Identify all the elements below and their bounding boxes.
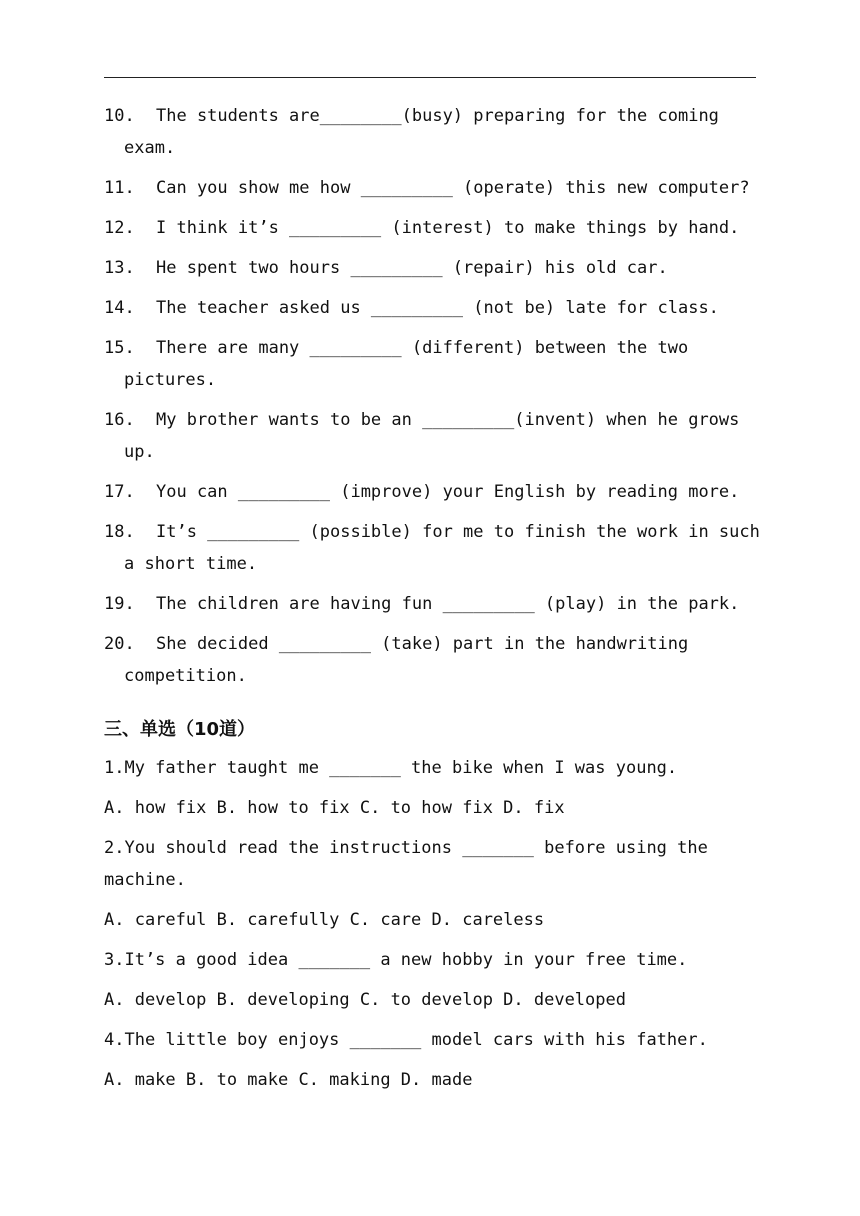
mc-question-stem: 2.You should read the instructions _______ before using the machine. <box>104 838 719 890</box>
mc-question-stem: 3.It’s a good idea _______ a new hobby in your free time. <box>104 950 688 970</box>
fill-question <box>104 628 760 692</box>
question-text: I think it’s _________ (interest) to make things by hand. <box>156 218 740 238</box>
question-text: The teacher asked us _________ (not be) late for class. <box>156 298 719 318</box>
question-text: There are many _________ (different) between the two pictures. <box>124 338 699 390</box>
question-text: She decided _________ (take) part in the handwriting competition. <box>124 634 699 686</box>
question-number: 12. <box>104 218 135 238</box>
question-text: He spent two hours _________ (repair) his old car. <box>156 258 668 278</box>
question-number: 10. <box>104 106 135 126</box>
question-number: 11. <box>104 178 135 198</box>
question-number: 17. <box>104 482 135 502</box>
fill-question <box>104 212 760 244</box>
header-rule <box>104 77 756 78</box>
mc-question-stem: 1.My father taught me _______ the bike when I was young. <box>104 758 678 778</box>
question-number: 19. <box>104 594 135 614</box>
question-number: 14. <box>104 298 135 318</box>
fill-question <box>104 404 760 468</box>
question-number: 18. <box>104 522 135 542</box>
fill-question <box>104 172 760 204</box>
question-text: My brother wants to be an _________(invent) when he grows up. <box>124 410 750 462</box>
mc-question-options: A. make B. to make C. making D. made <box>104 1070 473 1090</box>
question-text: Can you show me how _________ (operate) this new computer? <box>156 178 750 198</box>
question-number: 16. <box>104 410 135 430</box>
question-text: The children are having fun _________ (play) in the park. <box>156 594 740 614</box>
section-title: 三、单选（10道） <box>104 719 256 740</box>
question-text: It’s _________ (possible) for me to finish the work in such a short time. <box>124 522 771 574</box>
mc-question-stem: 4.The little boy enjoys _______ model cars with his father. <box>104 1030 708 1050</box>
fill-question <box>104 100 760 164</box>
fill-question <box>104 332 760 396</box>
worksheet-content <box>104 100 771 1104</box>
fill-question <box>104 588 760 620</box>
question-text: The students are________(busy) preparing for the coming exam. <box>124 106 730 158</box>
question-text: You can _________ (improve) your English by reading more. <box>156 482 740 502</box>
question-number: 15. <box>104 338 135 358</box>
mc-question-options: A. how fix B. how to fix C. to how fix D. fix <box>104 798 565 818</box>
fill-question <box>104 516 771 580</box>
fill-question <box>104 292 760 324</box>
mc-question-options: A. careful B. carefully C. care D. careless <box>104 910 545 930</box>
mc-question-options: A. develop B. developing C. to develop D. developed <box>104 990 626 1010</box>
question-number: 13. <box>104 258 135 278</box>
fill-question <box>104 476 760 508</box>
question-number: 20. <box>104 634 135 654</box>
fill-question <box>104 252 760 284</box>
